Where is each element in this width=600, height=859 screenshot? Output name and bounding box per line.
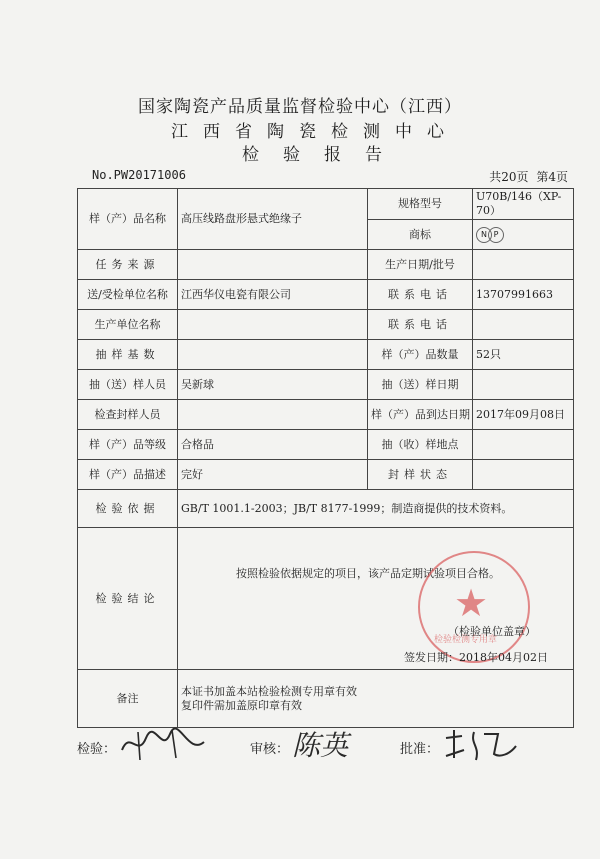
reviewer-signature: 陈英 bbox=[292, 729, 349, 762]
contact-phone2-label: 联系电话 bbox=[368, 310, 473, 340]
grade-label: 样（产）品等级 bbox=[78, 430, 178, 460]
manufacturer-value bbox=[178, 310, 368, 340]
inspector-signature bbox=[118, 724, 208, 771]
sampling-date-value bbox=[473, 370, 574, 400]
contact-phone-label: 联系电话 bbox=[368, 280, 473, 310]
submitter-label: 送/受检单位名称 bbox=[78, 280, 178, 310]
sealer-value bbox=[178, 400, 368, 430]
task-source-label: 任务来源 bbox=[78, 250, 178, 280]
remarks-label: 备注 bbox=[78, 670, 178, 728]
description-value: 完好 bbox=[178, 460, 368, 490]
report-header-line1: 国家陶瓷产品质量监督检验中心（江西） bbox=[138, 97, 462, 117]
brand-logo: N P bbox=[476, 224, 508, 246]
conclusion-body bbox=[178, 529, 573, 669]
remarks-value bbox=[178, 670, 574, 728]
production-date-value bbox=[473, 250, 574, 280]
stamp-star-icon: ★ bbox=[454, 580, 489, 625]
seal-caption: （检验单位盖章） bbox=[448, 624, 536, 638]
production-date-label: 生产日期/批号 bbox=[368, 250, 473, 280]
arrival-date-label: 样（产）品到达日期 bbox=[368, 400, 473, 430]
inspector-label: 检验： bbox=[77, 742, 117, 757]
sampling-date-label: 抽（送）样日期 bbox=[368, 370, 473, 400]
submitter-value: 江西华仪电瓷有限公司 bbox=[178, 280, 368, 310]
report-title: 检验报告 bbox=[242, 145, 406, 165]
conclusion-label: 检验结论 bbox=[78, 528, 178, 670]
basis-label: 检验依据 bbox=[78, 490, 178, 528]
sampling-base-value bbox=[178, 340, 368, 370]
sampler-label: 抽（送）样人员 bbox=[78, 370, 178, 400]
report-form bbox=[77, 188, 574, 728]
sampling-place-label: 抽（收）样地点 bbox=[368, 430, 473, 460]
sample-qty-label: 样（产）品数量 bbox=[368, 340, 473, 370]
issue-date-label: 签发日期： bbox=[404, 650, 459, 664]
contact-phone2-value bbox=[473, 310, 574, 340]
remarks-line2: 复印件需加盖原印章有效 bbox=[181, 698, 302, 712]
remarks-line1: 本证书加盖本站检验检测专用章有效 bbox=[181, 684, 357, 698]
stamp-text: 检验检测专用章 bbox=[434, 634, 498, 645]
description-label: 样（产）品描述 bbox=[78, 460, 178, 490]
brand-value bbox=[473, 220, 574, 250]
model-value: U70B/146（XP-70） bbox=[473, 189, 574, 220]
arrival-date-value: 2017年09月08日 bbox=[473, 400, 574, 430]
report-number: No.PW20171006 bbox=[92, 168, 186, 182]
page-total: 共20页 bbox=[489, 170, 529, 184]
contact-phone-value: 13707991663 bbox=[473, 280, 574, 310]
approver-label: 批准： bbox=[400, 742, 440, 757]
sealer-label: 检查封样人员 bbox=[78, 400, 178, 430]
manufacturer-label: 生产单位名称 bbox=[78, 310, 178, 340]
page-current: 第4页 bbox=[536, 170, 568, 184]
sample-qty-value: 52只 bbox=[473, 340, 574, 370]
sampling-base-label: 抽样基数 bbox=[78, 340, 178, 370]
inspection-stamp bbox=[418, 551, 530, 663]
grade-value: 合格品 bbox=[178, 430, 368, 460]
seal-status-label: 封样状态 bbox=[368, 460, 473, 490]
product-name-label: 样（产）品名称 bbox=[78, 189, 178, 250]
brand-label: 商标 bbox=[368, 220, 473, 250]
sampler-value: 吴新球 bbox=[178, 370, 368, 400]
report-header-line2: 江西省陶瓷检测中心 bbox=[171, 122, 459, 142]
model-label: 规格型号 bbox=[368, 189, 473, 220]
basis-value: GB/T 1001.1-2003；JB/T 8177-1999；制造商提供的技术资料。 bbox=[178, 490, 574, 528]
product-name-value: 高压线路盘形悬式绝缘子 bbox=[178, 189, 368, 250]
approver-signature bbox=[440, 724, 520, 771]
reviewer-label: 审核： bbox=[250, 742, 290, 757]
issue-date bbox=[404, 651, 548, 665]
page-info bbox=[485, 168, 568, 185]
task-source-value bbox=[178, 250, 368, 280]
sampling-place-value bbox=[473, 430, 574, 460]
seal-status-value bbox=[473, 460, 574, 490]
issue-date-value: 2018年04月02日 bbox=[459, 650, 548, 664]
conclusion-cell bbox=[178, 528, 574, 670]
conclusion-text: 按照检验依据规定的项目，该产品定期试验项目合格。 bbox=[236, 566, 500, 580]
